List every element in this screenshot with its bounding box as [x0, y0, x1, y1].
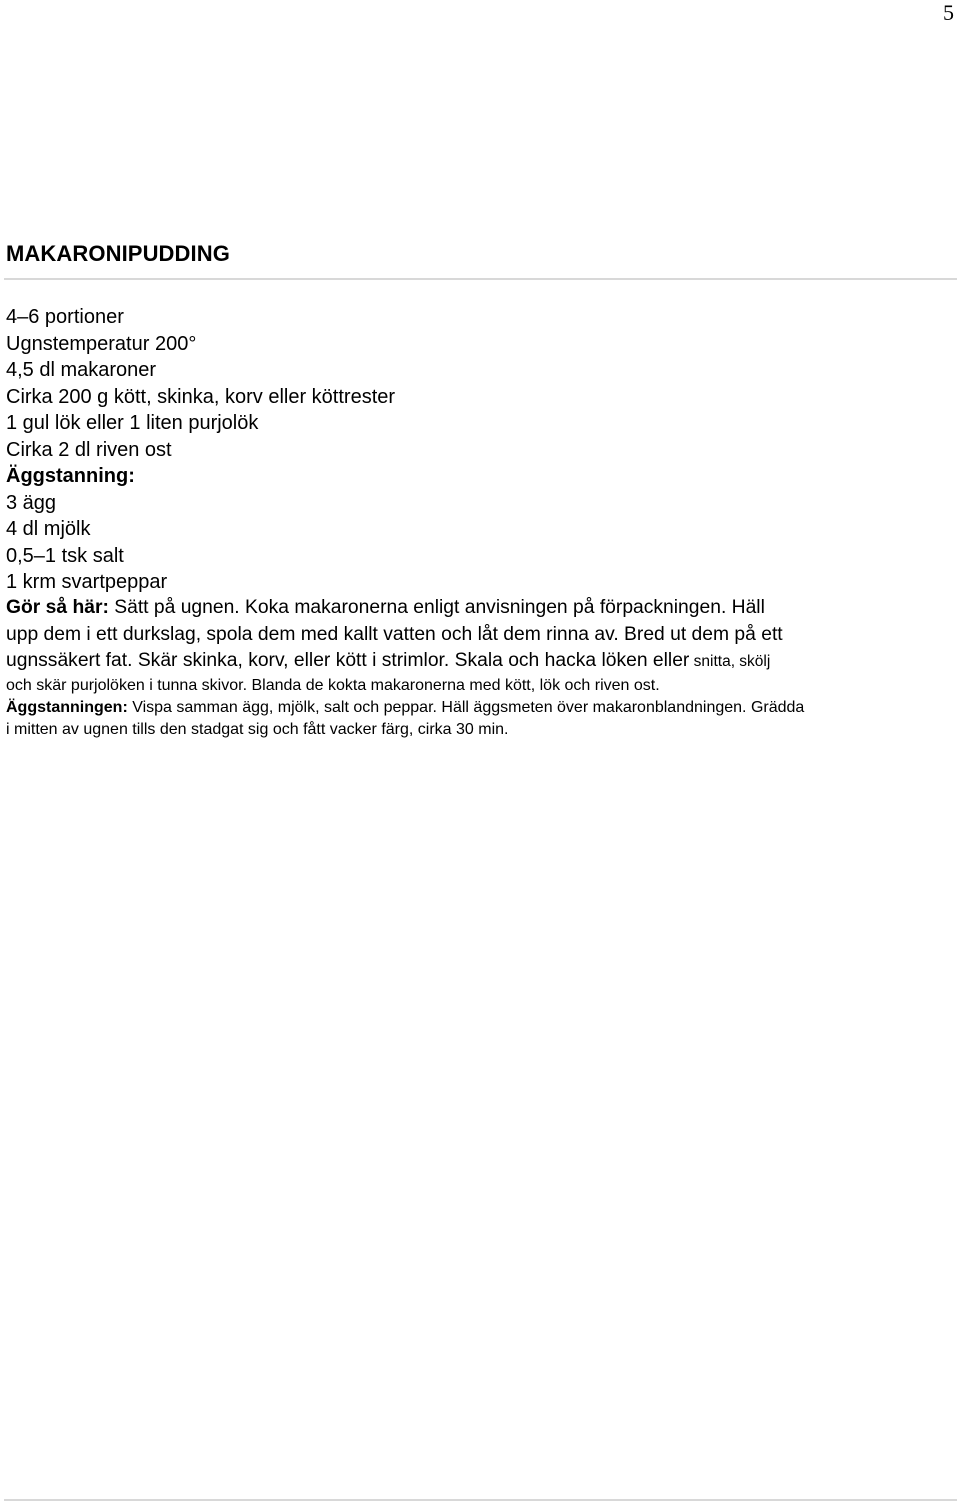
- ingredient-item: 3 ägg: [6, 491, 57, 514]
- ingredient-item: Cirka 200 g kött, skinka, korv eller köttrester: [6, 385, 396, 408]
- recipe-title: MAKARONIPUDDING: [6, 241, 230, 266]
- method-label: Gör så här:: [6, 597, 109, 618]
- egg-topping-heading: Äggstanning:: [6, 465, 135, 487]
- page-number: 5: [943, 0, 954, 25]
- method-line: upp dem i ett durkslag, spola dem med kallt vatten och låt dem rinna av. Bred ut dem på ett: [6, 623, 783, 645]
- ingredient-item: 1 krm svartpeppar: [6, 571, 168, 593]
- method-line: [6, 697, 956, 719]
- ingredient-item: Ugnstemperatur 200°: [6, 332, 197, 355]
- method-text: [6, 595, 956, 741]
- footer-divider: [4, 1499, 957, 1501]
- ingredient-item: 4 dl mjölk: [6, 518, 91, 540]
- ingredient-item: 0,5–1 tsk salt: [6, 544, 124, 567]
- method-line: [6, 595, 956, 622]
- method-line: och skär purjolöken i tunna skivor. Blanda de kokta makaronerna med kött, lök och riven ost.: [6, 676, 660, 694]
- ingredient-item: Cirka 2 dl riven ost: [6, 438, 172, 461]
- ingredient-item: 4,5 dl makaroner: [6, 359, 157, 381]
- ingredient-list: [6, 304, 395, 596]
- ingredient-item: 4–6 portioner: [6, 306, 124, 328]
- method-text-part: snitta, skölj: [689, 653, 771, 670]
- method-line: i mitten av ugnen tills den stadgat sig och fått vacker färg, cirka 30 min.: [6, 720, 509, 738]
- method-text-part: ugnssäkert fat. Skär skinka, korv, eller kött i strimlor. Skala och hacka löken eller: [6, 650, 690, 671]
- ingredient-item: 1 gul lök eller 1 liten purjolök: [6, 412, 259, 434]
- egg-method-label: Äggstanningen:: [6, 698, 128, 716]
- method-text-part: Sätt på ugnen. Koka makaronerna enligt anvisningen på förpackningen. Häll: [108, 597, 765, 618]
- method-text-part: Vispa samman ägg, mjölk, salt och peppar. Häll äggsmeten över makaronblandningen. Grädda: [127, 698, 805, 716]
- title-divider: [4, 278, 957, 280]
- method-line: [6, 648, 956, 675]
